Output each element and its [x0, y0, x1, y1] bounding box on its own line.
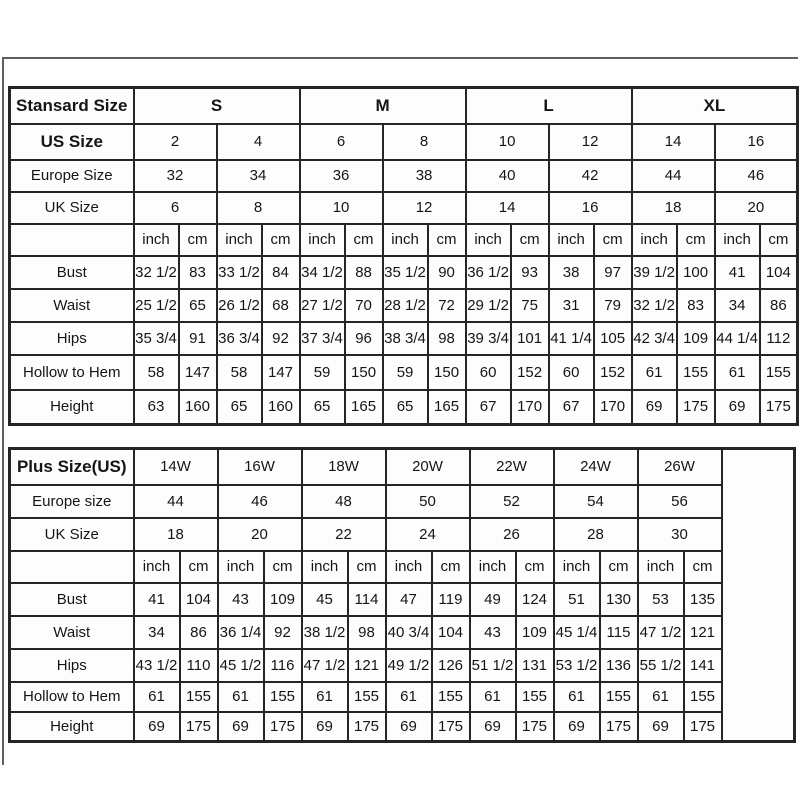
value-cell: 24	[386, 518, 470, 551]
value-cell: 69	[134, 712, 180, 742]
value-cell: 51	[554, 583, 600, 616]
value-cell: 69	[470, 712, 516, 742]
value-cell: 43 1/2	[134, 649, 180, 682]
value-cell: 61	[632, 355, 677, 390]
value-cell: 60	[549, 355, 594, 390]
value-cell: 98	[428, 322, 466, 355]
plus-measure-row	[10, 682, 795, 712]
value-cell: 121	[348, 649, 386, 682]
value-cell: 4	[217, 124, 300, 160]
plus-size-header: 22W	[470, 449, 554, 485]
value-cell: 61	[218, 682, 264, 712]
value-cell: 175	[760, 390, 798, 425]
value-cell: 16	[549, 192, 632, 224]
value-cell: 61	[386, 682, 432, 712]
value-cell: 34	[134, 616, 180, 649]
standard-size-table	[8, 86, 799, 426]
value-cell: 31	[549, 289, 594, 322]
value-cell: 16	[715, 124, 798, 160]
unit-cm-header: cm	[179, 224, 217, 256]
value-cell: 170	[511, 390, 549, 425]
value-cell: 27 1/2	[300, 289, 345, 322]
value-cell: 36	[300, 160, 383, 192]
value-cell: 20	[218, 518, 302, 551]
standard-measure-row	[10, 256, 798, 289]
value-cell: 42 3/4	[632, 322, 677, 355]
value-cell: 86	[760, 289, 798, 322]
value-cell: 8	[383, 124, 466, 160]
value-cell: 155	[516, 682, 554, 712]
empty-corner-cell	[10, 224, 134, 256]
size-group-header: L	[466, 88, 632, 124]
value-cell: 175	[516, 712, 554, 742]
value-cell: 20	[715, 192, 798, 224]
value-cell: 79	[594, 289, 632, 322]
value-cell: 43	[218, 583, 264, 616]
unit-inch-header: inch	[470, 551, 516, 583]
row-label: Europe size	[10, 485, 134, 518]
row-label: Bust	[10, 583, 134, 616]
value-cell: 47 1/2	[302, 649, 348, 682]
value-cell: 35 3/4	[134, 322, 179, 355]
value-cell: 135	[684, 583, 722, 616]
value-cell: 70	[345, 289, 383, 322]
unit-inch-header: inch	[300, 224, 345, 256]
plus-size-header: 16W	[218, 449, 302, 485]
outer-frame-top-line	[2, 57, 798, 59]
value-cell: 175	[600, 712, 638, 742]
value-cell: 41	[715, 256, 760, 289]
value-cell: 36 1/2	[466, 256, 511, 289]
unit-inch-header: inch	[218, 551, 264, 583]
plus-measure-row	[10, 712, 795, 742]
row-label: Hollow to Hem	[10, 355, 134, 390]
value-cell: 136	[600, 649, 638, 682]
value-cell: 69	[632, 390, 677, 425]
value-cell: 25 1/2	[134, 289, 179, 322]
value-cell: 155	[600, 682, 638, 712]
unit-inch-header: inch	[134, 224, 179, 256]
unit-cm-header: cm	[677, 224, 715, 256]
row-label: Bust	[10, 256, 134, 289]
standard-measure-row	[10, 355, 798, 390]
unit-cm-header: cm	[511, 224, 549, 256]
value-cell: 37 3/4	[300, 322, 345, 355]
value-cell: 54	[554, 485, 638, 518]
unit-inch-header: inch	[134, 551, 180, 583]
row-label: US Size	[10, 124, 134, 160]
value-cell: 69	[386, 712, 432, 742]
value-cell: 39 1/2	[632, 256, 677, 289]
plus-size-header: 18W	[302, 449, 386, 485]
plus-units-row	[10, 551, 795, 583]
value-cell: 83	[179, 256, 217, 289]
value-cell: 155	[264, 682, 302, 712]
value-cell: 69	[302, 712, 348, 742]
empty-trailing-cell	[722, 449, 795, 742]
value-cell: 141	[684, 649, 722, 682]
value-cell: 104	[180, 583, 218, 616]
unit-inch-header: inch	[302, 551, 348, 583]
value-cell: 38 1/2	[302, 616, 348, 649]
plus-size-header: 26W	[638, 449, 722, 485]
value-cell: 45 1/2	[218, 649, 264, 682]
unit-cm-header: cm	[600, 551, 638, 583]
value-cell: 152	[594, 355, 632, 390]
value-cell: 175	[677, 390, 715, 425]
unit-cm-header: cm	[264, 551, 302, 583]
value-cell: 50	[386, 485, 470, 518]
value-cell: 34	[715, 289, 760, 322]
value-cell: 10	[466, 124, 549, 160]
standard-header-row	[10, 160, 798, 192]
value-cell: 91	[179, 322, 217, 355]
row-label: Hips	[10, 322, 134, 355]
value-cell: 124	[516, 583, 554, 616]
value-cell: 10	[300, 192, 383, 224]
plus-size-table-body	[10, 449, 795, 742]
value-cell: 165	[428, 390, 466, 425]
standard-group-header-row	[10, 88, 798, 124]
value-cell: 104	[432, 616, 470, 649]
value-cell: 38	[549, 256, 594, 289]
unit-cm-header: cm	[684, 551, 722, 583]
standard-header-row	[10, 192, 798, 224]
unit-cm-header: cm	[262, 224, 300, 256]
value-cell: 26	[470, 518, 554, 551]
unit-inch-header: inch	[386, 551, 432, 583]
value-cell: 147	[262, 355, 300, 390]
row-label: Waist	[10, 616, 134, 649]
size-group-header: XL	[632, 88, 798, 124]
value-cell: 43	[470, 616, 516, 649]
unit-cm-header: cm	[516, 551, 554, 583]
value-cell: 105	[594, 322, 632, 355]
value-cell: 61	[554, 682, 600, 712]
value-cell: 63	[134, 390, 179, 425]
unit-inch-header: inch	[549, 224, 594, 256]
value-cell: 12	[549, 124, 632, 160]
row-label: Height	[10, 712, 134, 742]
unit-cm-header: cm	[760, 224, 798, 256]
value-cell: 49	[470, 583, 516, 616]
value-cell: 69	[638, 712, 684, 742]
unit-inch-header: inch	[383, 224, 428, 256]
value-cell: 147	[179, 355, 217, 390]
unit-cm-header: cm	[345, 224, 383, 256]
standard-size-table-body	[10, 88, 798, 425]
plus-header-row	[10, 485, 795, 518]
value-cell: 175	[432, 712, 470, 742]
value-cell: 72	[428, 289, 466, 322]
value-cell: 84	[262, 256, 300, 289]
unit-cm-header: cm	[432, 551, 470, 583]
value-cell: 131	[516, 649, 554, 682]
value-cell: 58	[217, 355, 262, 390]
value-cell: 40	[466, 160, 549, 192]
standard-title: Stansard Size	[10, 88, 134, 124]
value-cell: 55 1/2	[638, 649, 684, 682]
value-cell: 53	[638, 583, 684, 616]
plus-size-header-row	[10, 449, 795, 485]
unit-cm-header: cm	[428, 224, 466, 256]
value-cell: 45	[302, 583, 348, 616]
value-cell: 69	[554, 712, 600, 742]
value-cell: 65	[217, 390, 262, 425]
value-cell: 59	[383, 355, 428, 390]
value-cell: 109	[264, 583, 302, 616]
value-cell: 175	[180, 712, 218, 742]
value-cell: 44	[632, 160, 715, 192]
value-cell: 165	[345, 390, 383, 425]
value-cell: 47	[386, 583, 432, 616]
row-label: Hollow to Hem	[10, 682, 134, 712]
value-cell: 61	[302, 682, 348, 712]
value-cell: 65	[300, 390, 345, 425]
value-cell: 65	[383, 390, 428, 425]
value-cell: 46	[715, 160, 798, 192]
value-cell: 18	[134, 518, 218, 551]
value-cell: 175	[348, 712, 386, 742]
value-cell: 2	[134, 124, 217, 160]
value-cell: 155	[677, 355, 715, 390]
value-cell: 28 1/2	[383, 289, 428, 322]
value-cell: 6	[300, 124, 383, 160]
value-cell: 116	[264, 649, 302, 682]
value-cell: 98	[348, 616, 386, 649]
value-cell: 34 1/2	[300, 256, 345, 289]
value-cell: 92	[262, 322, 300, 355]
value-cell: 61	[470, 682, 516, 712]
value-cell: 69	[218, 712, 264, 742]
row-label: Height	[10, 390, 134, 425]
value-cell: 12	[383, 192, 466, 224]
value-cell: 155	[684, 682, 722, 712]
value-cell: 42	[549, 160, 632, 192]
value-cell: 51 1/2	[470, 649, 516, 682]
value-cell: 44	[134, 485, 218, 518]
unit-inch-header: inch	[632, 224, 677, 256]
value-cell: 160	[262, 390, 300, 425]
value-cell: 41 1/4	[549, 322, 594, 355]
unit-inch-header: inch	[217, 224, 262, 256]
value-cell: 45 1/4	[554, 616, 600, 649]
value-cell: 83	[677, 289, 715, 322]
plus-measure-row	[10, 649, 795, 682]
value-cell: 67	[466, 390, 511, 425]
unit-inch-header: inch	[715, 224, 760, 256]
standard-units-row	[10, 224, 798, 256]
plus-measure-row	[10, 616, 795, 649]
value-cell: 112	[760, 322, 798, 355]
value-cell: 90	[428, 256, 466, 289]
value-cell: 52	[470, 485, 554, 518]
outer-frame-left-line	[2, 57, 4, 765]
unit-inch-header: inch	[554, 551, 600, 583]
row-label: UK Size	[10, 192, 134, 224]
value-cell: 110	[180, 649, 218, 682]
value-cell: 170	[594, 390, 632, 425]
value-cell: 47 1/2	[638, 616, 684, 649]
plus-size-table	[8, 447, 796, 743]
value-cell: 92	[264, 616, 302, 649]
standard-header-row	[10, 124, 798, 160]
value-cell: 97	[594, 256, 632, 289]
plus-measure-row	[10, 583, 795, 616]
value-cell: 175	[684, 712, 722, 742]
row-label: Hips	[10, 649, 134, 682]
value-cell: 68	[262, 289, 300, 322]
value-cell: 61	[715, 355, 760, 390]
value-cell: 61	[134, 682, 180, 712]
value-cell: 100	[677, 256, 715, 289]
value-cell: 29 1/2	[466, 289, 511, 322]
value-cell: 160	[179, 390, 217, 425]
unit-cm-header: cm	[180, 551, 218, 583]
value-cell: 109	[677, 322, 715, 355]
plus-size-header: 20W	[386, 449, 470, 485]
value-cell: 60	[466, 355, 511, 390]
value-cell: 48	[302, 485, 386, 518]
standard-measure-row	[10, 390, 798, 425]
value-cell: 152	[511, 355, 549, 390]
value-cell: 56	[638, 485, 722, 518]
plus-header-row	[10, 518, 795, 551]
value-cell: 104	[760, 256, 798, 289]
standard-measure-row	[10, 289, 798, 322]
value-cell: 14	[632, 124, 715, 160]
value-cell: 39 3/4	[466, 322, 511, 355]
value-cell: 59	[300, 355, 345, 390]
value-cell: 130	[600, 583, 638, 616]
value-cell: 93	[511, 256, 549, 289]
value-cell: 58	[134, 355, 179, 390]
value-cell: 75	[511, 289, 549, 322]
value-cell: 101	[511, 322, 549, 355]
value-cell: 155	[180, 682, 218, 712]
value-cell: 46	[218, 485, 302, 518]
value-cell: 28	[554, 518, 638, 551]
value-cell: 119	[432, 583, 470, 616]
value-cell: 36 1/4	[218, 616, 264, 649]
value-cell: 40 3/4	[386, 616, 432, 649]
value-cell: 86	[180, 616, 218, 649]
value-cell: 38 3/4	[383, 322, 428, 355]
value-cell: 96	[345, 322, 383, 355]
value-cell: 33 1/2	[217, 256, 262, 289]
value-cell: 150	[428, 355, 466, 390]
value-cell: 41	[134, 583, 180, 616]
value-cell: 126	[432, 649, 470, 682]
unit-inch-header: inch	[638, 551, 684, 583]
value-cell: 61	[638, 682, 684, 712]
value-cell: 115	[600, 616, 638, 649]
unit-cm-header: cm	[594, 224, 632, 256]
value-cell: 35 1/2	[383, 256, 428, 289]
value-cell: 22	[302, 518, 386, 551]
value-cell: 175	[264, 712, 302, 742]
value-cell: 121	[684, 616, 722, 649]
standard-measure-row	[10, 322, 798, 355]
value-cell: 65	[179, 289, 217, 322]
value-cell: 150	[345, 355, 383, 390]
plus-size-header: 24W	[554, 449, 638, 485]
value-cell: 32	[134, 160, 217, 192]
unit-inch-header: inch	[466, 224, 511, 256]
value-cell: 53 1/2	[554, 649, 600, 682]
row-label: UK Size	[10, 518, 134, 551]
value-cell: 30	[638, 518, 722, 551]
row-label: Waist	[10, 289, 134, 322]
value-cell: 114	[348, 583, 386, 616]
value-cell: 44 1/4	[715, 322, 760, 355]
value-cell: 38	[383, 160, 466, 192]
value-cell: 109	[516, 616, 554, 649]
value-cell: 67	[549, 390, 594, 425]
value-cell: 69	[715, 390, 760, 425]
value-cell: 88	[345, 256, 383, 289]
value-cell: 36 3/4	[217, 322, 262, 355]
value-cell: 34	[217, 160, 300, 192]
value-cell: 32 1/2	[632, 289, 677, 322]
value-cell: 8	[217, 192, 300, 224]
size-group-header: M	[300, 88, 466, 124]
value-cell: 49 1/2	[386, 649, 432, 682]
value-cell: 14	[466, 192, 549, 224]
value-cell: 32 1/2	[134, 256, 179, 289]
size-group-header: S	[134, 88, 300, 124]
value-cell: 26 1/2	[217, 289, 262, 322]
value-cell: 155	[760, 355, 798, 390]
unit-cm-header: cm	[348, 551, 386, 583]
plus-size-header: 14W	[134, 449, 218, 485]
value-cell: 18	[632, 192, 715, 224]
value-cell: 6	[134, 192, 217, 224]
plus-title: Plus Size(US)	[10, 449, 134, 485]
value-cell: 155	[432, 682, 470, 712]
empty-corner-cell	[10, 551, 134, 583]
value-cell: 155	[348, 682, 386, 712]
row-label: Europe Size	[10, 160, 134, 192]
